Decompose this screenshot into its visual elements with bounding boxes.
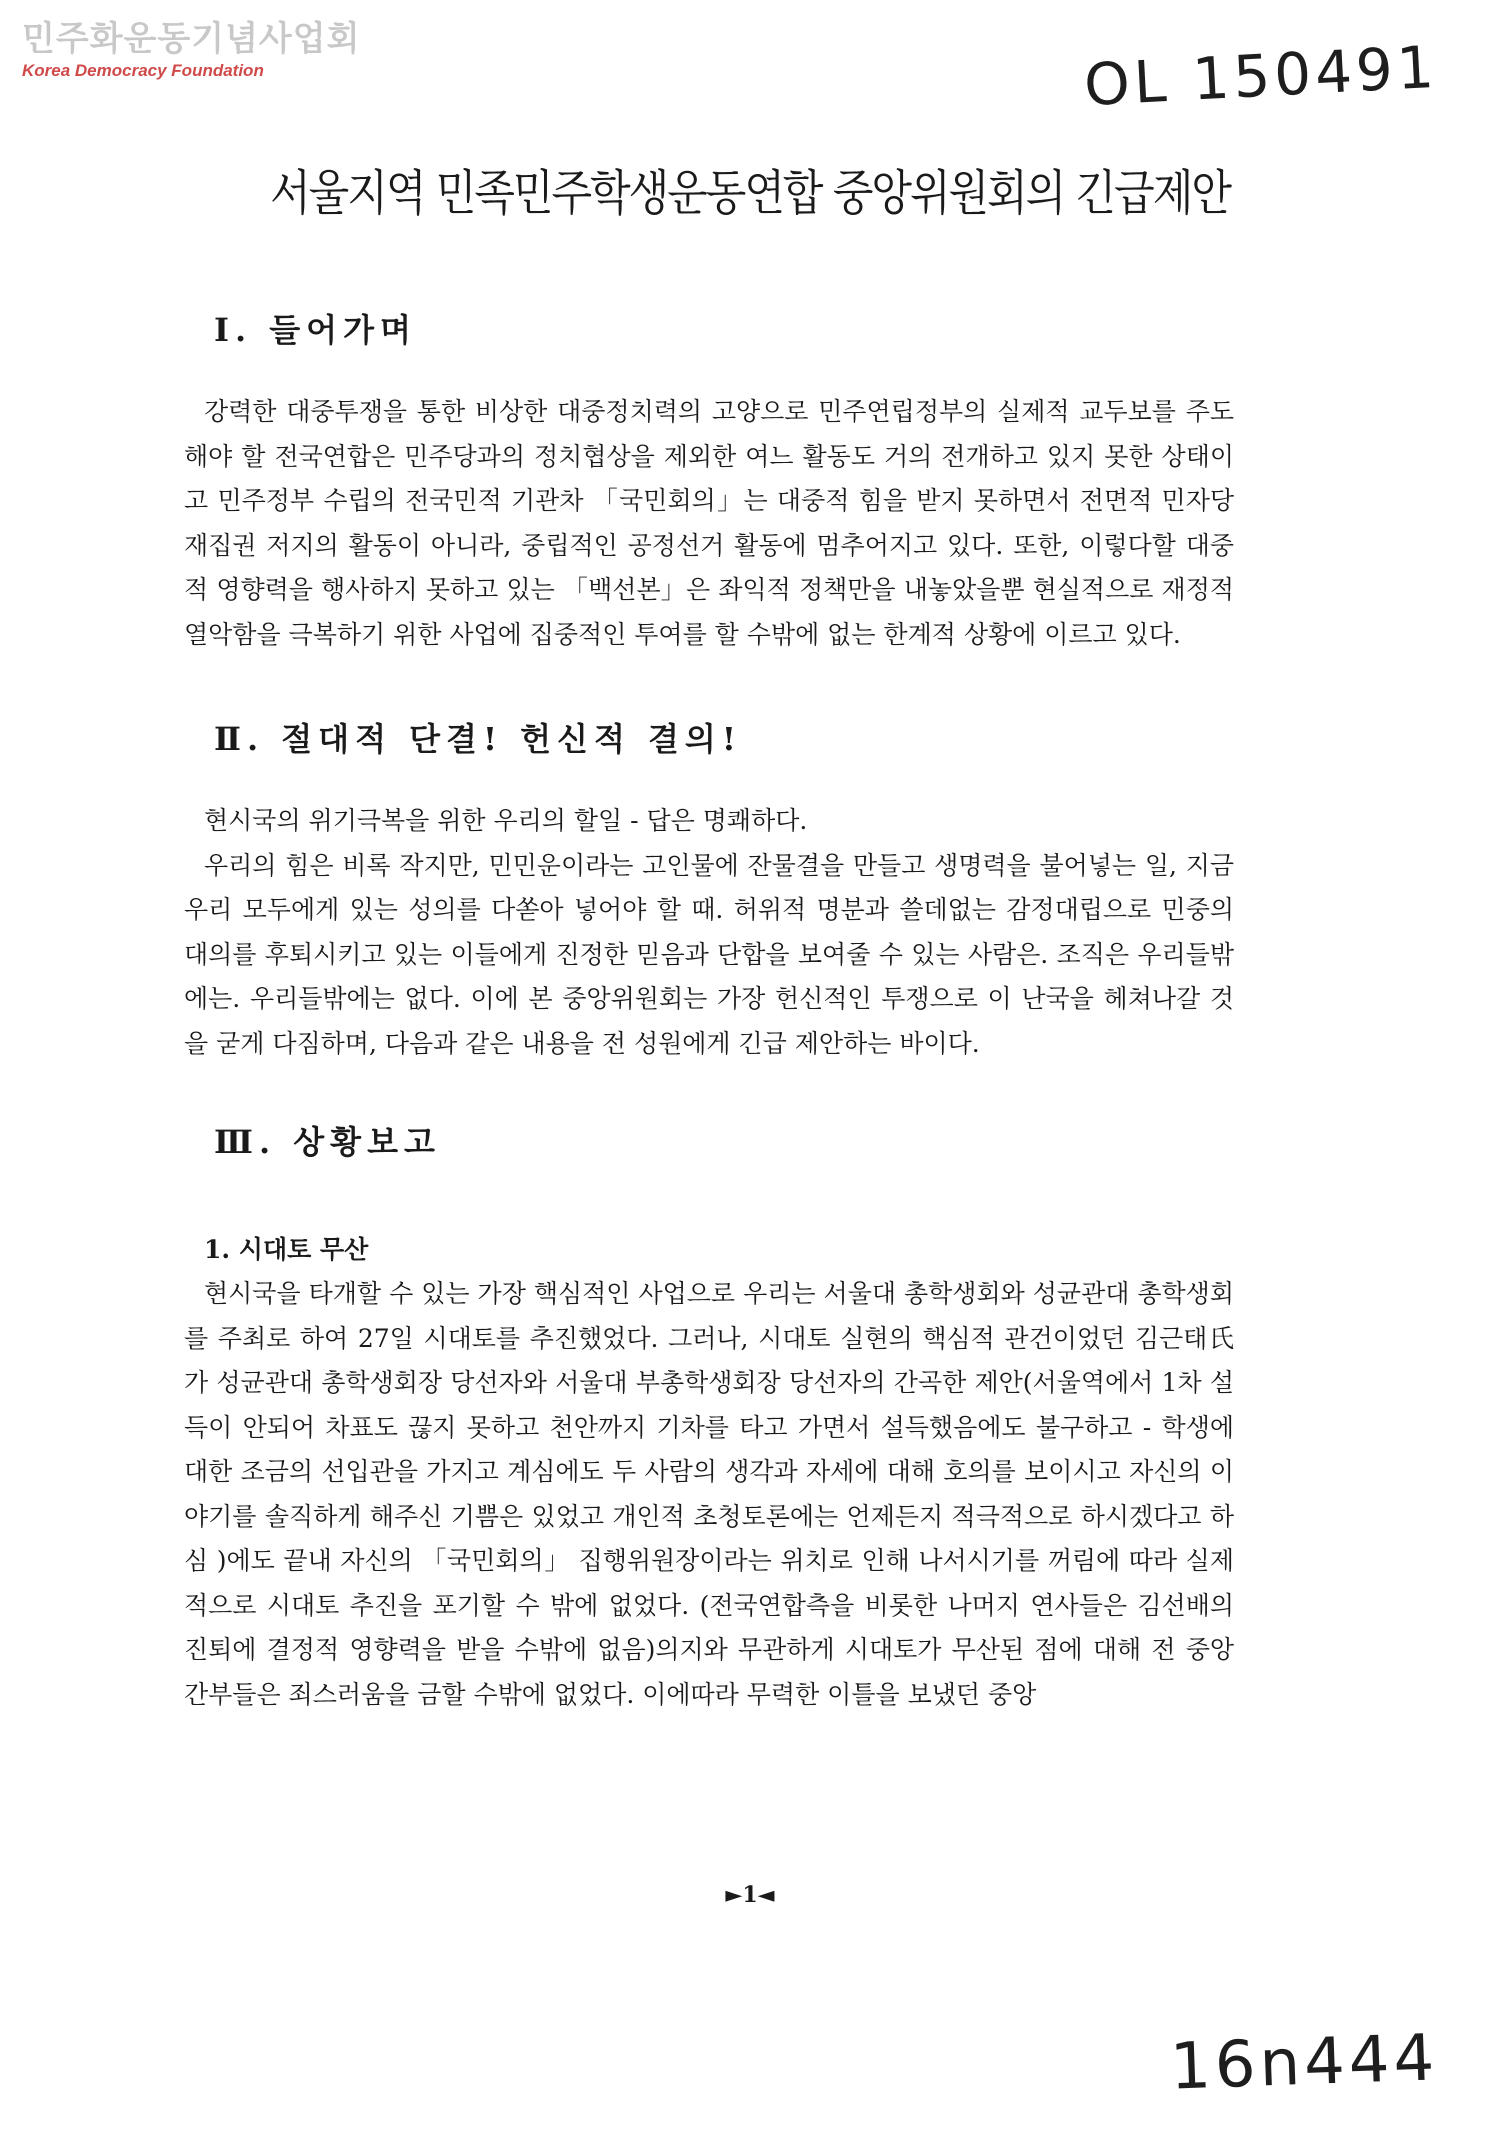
section-heading-2: Ⅱ. 절대적 단결! 헌신적 결의! (214, 720, 742, 758)
watermark-english: Korea Democracy Foundation (22, 61, 264, 80)
document-body (184, 300, 1234, 1717)
section-heading-3: Ⅲ. 상황보고 (214, 1123, 441, 1161)
section-2-paragraph-2: 우리의 힘은 비록 작지만, 민민운이라는 고인물에 잔물결을 만들고 생명력을 불어넣는 일, 지금 우리 모두에게 있는 성의를 다쏟아 넣어야 할 때. 허위적 명분과 쓸데없는 감정대립으로 민중의 대의를 후퇴시키고 있는 이들에게 진정한 믿음과 단합을 보여줄 수 있는 사람은. 조직은 우리들밖에는. 우리들밖에는 없다. 이에 본 중앙위원회는 가장 헌신적인 투쟁으로 이 난국을 헤쳐나갈 것을 굳게 다짐하며, 다음과 같은 내용을 전 성원에게 긴급 제안하는 바이다. (184, 850, 1234, 1058)
watermark-korean: 민주화운동기념사업회 (22, 19, 361, 59)
section-heading-1: Ⅰ. 들어가며 (214, 311, 417, 349)
page-number: ►1◄ (725, 1882, 775, 1908)
watermark-logo (22, 19, 361, 80)
section-2-paragraph-1: 현시국의 위기극복을 위한 우리의 할일 - 답은 명쾌하다. (204, 806, 808, 835)
handwritten-note-top: OL 150491 (1082, 32, 1440, 120)
handwritten-note-bottom: 16n444 (1168, 2021, 1440, 2105)
subsection-1-paragraph: 현시국을 타개할 수 있는 가장 핵심적인 사업으로 우리는 서울대 총학생회와 성균관대 총학생회를 주최로 하여 27일 시대토를 추진했었다. 그러나, 시대토 실현의 핵심적 관건이었던 김근태氏가 성균관대 총학생회장 당선자와 서울대 부총학생회장 당선자의 간곡한 제안(서울역에서 1차 설득이 안되어 차표도 끊지 못하고 천안까지 기차를 타고 가면서 설득했음에도 불구하고 - 학생에 대한 조금의 선입관을 가지고 계심에도 두 사람의 생각과 자세에 대해 호의를 보이시고 자신의 이야기를 솔직하게 해주신 기쁨은 있었고 개인적 초청토론에는 언제든지 적극적으로 하시겠다고 하심 )에도 끝내 자신의 「국민회의」 집행위원장이라는 위치로 인해 나서시기를 꺼림에 따라 실제적으로 시대토 추진을 포기할 수 밖에 없었다. (전국연합측을 비롯한 나머지 연사들은 김선배의 진퇴에 결정적 영향력을 받을 수밖에 없음)의지와 무관하게 시대토가 무산된 점에 대해 전 중앙 간부들은 죄스러움을 금할 수밖에 없었다. 이에따라 무력한 이틀을 보냈던 중앙 (184, 1279, 1234, 1709)
section-1-paragraph: 강력한 대중투쟁을 통한 비상한 대중정치력의 고양으로 민주연립정부의 실제적 교두보를 주도해야 할 전국연합은 민주당과의 정치협상을 제외한 여느 활동도 거의 전개하고 있지 못한 상태이고 민주정부 수립의 전국민적 기관차 「국민회의」는 대중적 힘을 받지 못하면서 전면적 민자당 재집권 저지의 활동이 아니라, 중립적인 공정선거 활동에 멈추어지고 있다. 또한, 이렇다할 대중적 영향력을 행사하지 못하고 있는 「백선본」은 좌익적 정책만을 내놓았을뿐 현실적으로 재정적 열악함을 극복하기 위한 사업에 집중적인 투여를 할 수밖에 없는 한계적 상황에 이르고 있다. (184, 397, 1234, 649)
document-title: 서울지역 민족민주학생운동연합 중앙위원회의 긴급제안 (270, 164, 1230, 222)
subsection-heading-1: 1. 시대토 무산 (204, 1235, 369, 1264)
